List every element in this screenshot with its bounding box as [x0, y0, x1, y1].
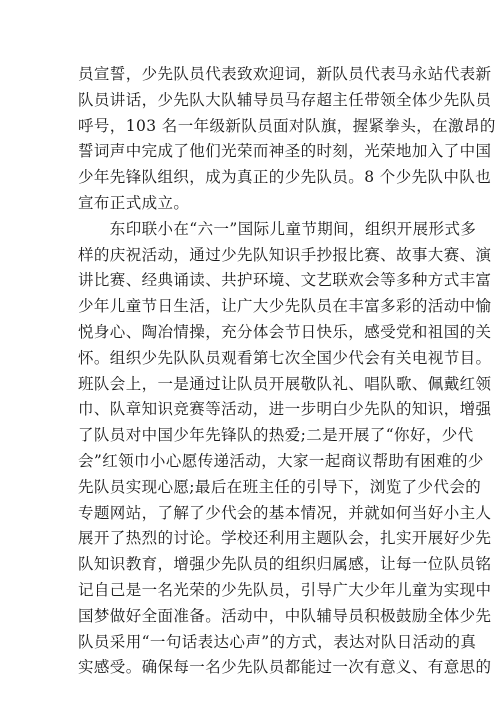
- text-line: 实感受。确保每一名少先队员都能过一次有意义、有意思的: [78, 658, 492, 677]
- text-line: 展开了热烈的讨论。学校还利用主题队会，扎实开展好少先: [78, 529, 492, 548]
- text-line: 队员采用“一句话表达心声”的方式，表达对队日活动的真: [78, 632, 477, 651]
- text-line: 宣布正式成立。: [78, 193, 190, 212]
- text-line: 员宣誓，少先队员代表致欢迎词，新队员代表马永站代表新: [78, 65, 492, 83]
- text-line: 班队会上，一是通过让队员开展敬队礼、唱队歌、佩戴红领: [78, 374, 492, 393]
- paragraph-2: [78, 217, 492, 681]
- text-line: 国梦做好全面准备。活动中，中队辅导员积极鼓励全体少先: [78, 606, 492, 625]
- text-line: 样的庆祝活动，通过少先队知识手抄报比赛、故事大赛、演: [78, 245, 492, 264]
- body-text: [78, 62, 496, 681]
- text-line: 讲比赛、经典诵读、共护环境、文艺联欢会等多种方式丰富: [78, 271, 492, 290]
- text-line: 悦身心、陶冶情操，充分体会节日快乐，感受党和祖国的关: [78, 322, 492, 341]
- text-line: 了队员对中国少年先锋队的热爱;二是开展了“你好，少代: [78, 426, 474, 445]
- text-line: 少年儿童节日生活，让广大少先队员在丰富多彩的活动中愉: [78, 297, 492, 316]
- text-line: 呼号，103 名一年级新队员面对队旗，握紧拳头，在激昂的: [78, 116, 496, 135]
- text-line: 东印联小在“六一”国际儿童节期间，组织开展形式多: [78, 219, 477, 238]
- text-line: 记自己是一名光荣的少先队员，引导广大少年儿童为实现中: [78, 580, 492, 599]
- text-line: 队知识教育，增强少先队员的组织归属感，让每一位队员铭: [78, 555, 492, 574]
- text-line: 先队员实现心愿;最后在班主任的引导下，浏览了少代会的: [78, 477, 482, 496]
- text-line: 少年先锋队组织，成为真正的少先队员。8 个少先队中队也: [78, 168, 492, 187]
- text-line: 队员讲话，少先队大队辅导员马存超主任带领全体少先队员: [78, 90, 492, 109]
- text-line: 会”红领巾小心愿传递活动，大家一起商议帮助有困难的少: [78, 451, 484, 470]
- text-line: 誓词声中完成了他们光荣而神圣的时刻，光荣地加入了中国: [78, 142, 492, 161]
- text-line: 巾、队章知识竞赛等活动，进一步明白少先队的知识，增强: [78, 400, 492, 419]
- paragraph-1: [78, 62, 496, 217]
- text-line: 怀。组织少先队队员观看第七次全国少代会有关电视节目。: [78, 348, 492, 367]
- text-line: 专题网站，了解了少代会的基本情况，并就如何当好小主人: [78, 503, 492, 522]
